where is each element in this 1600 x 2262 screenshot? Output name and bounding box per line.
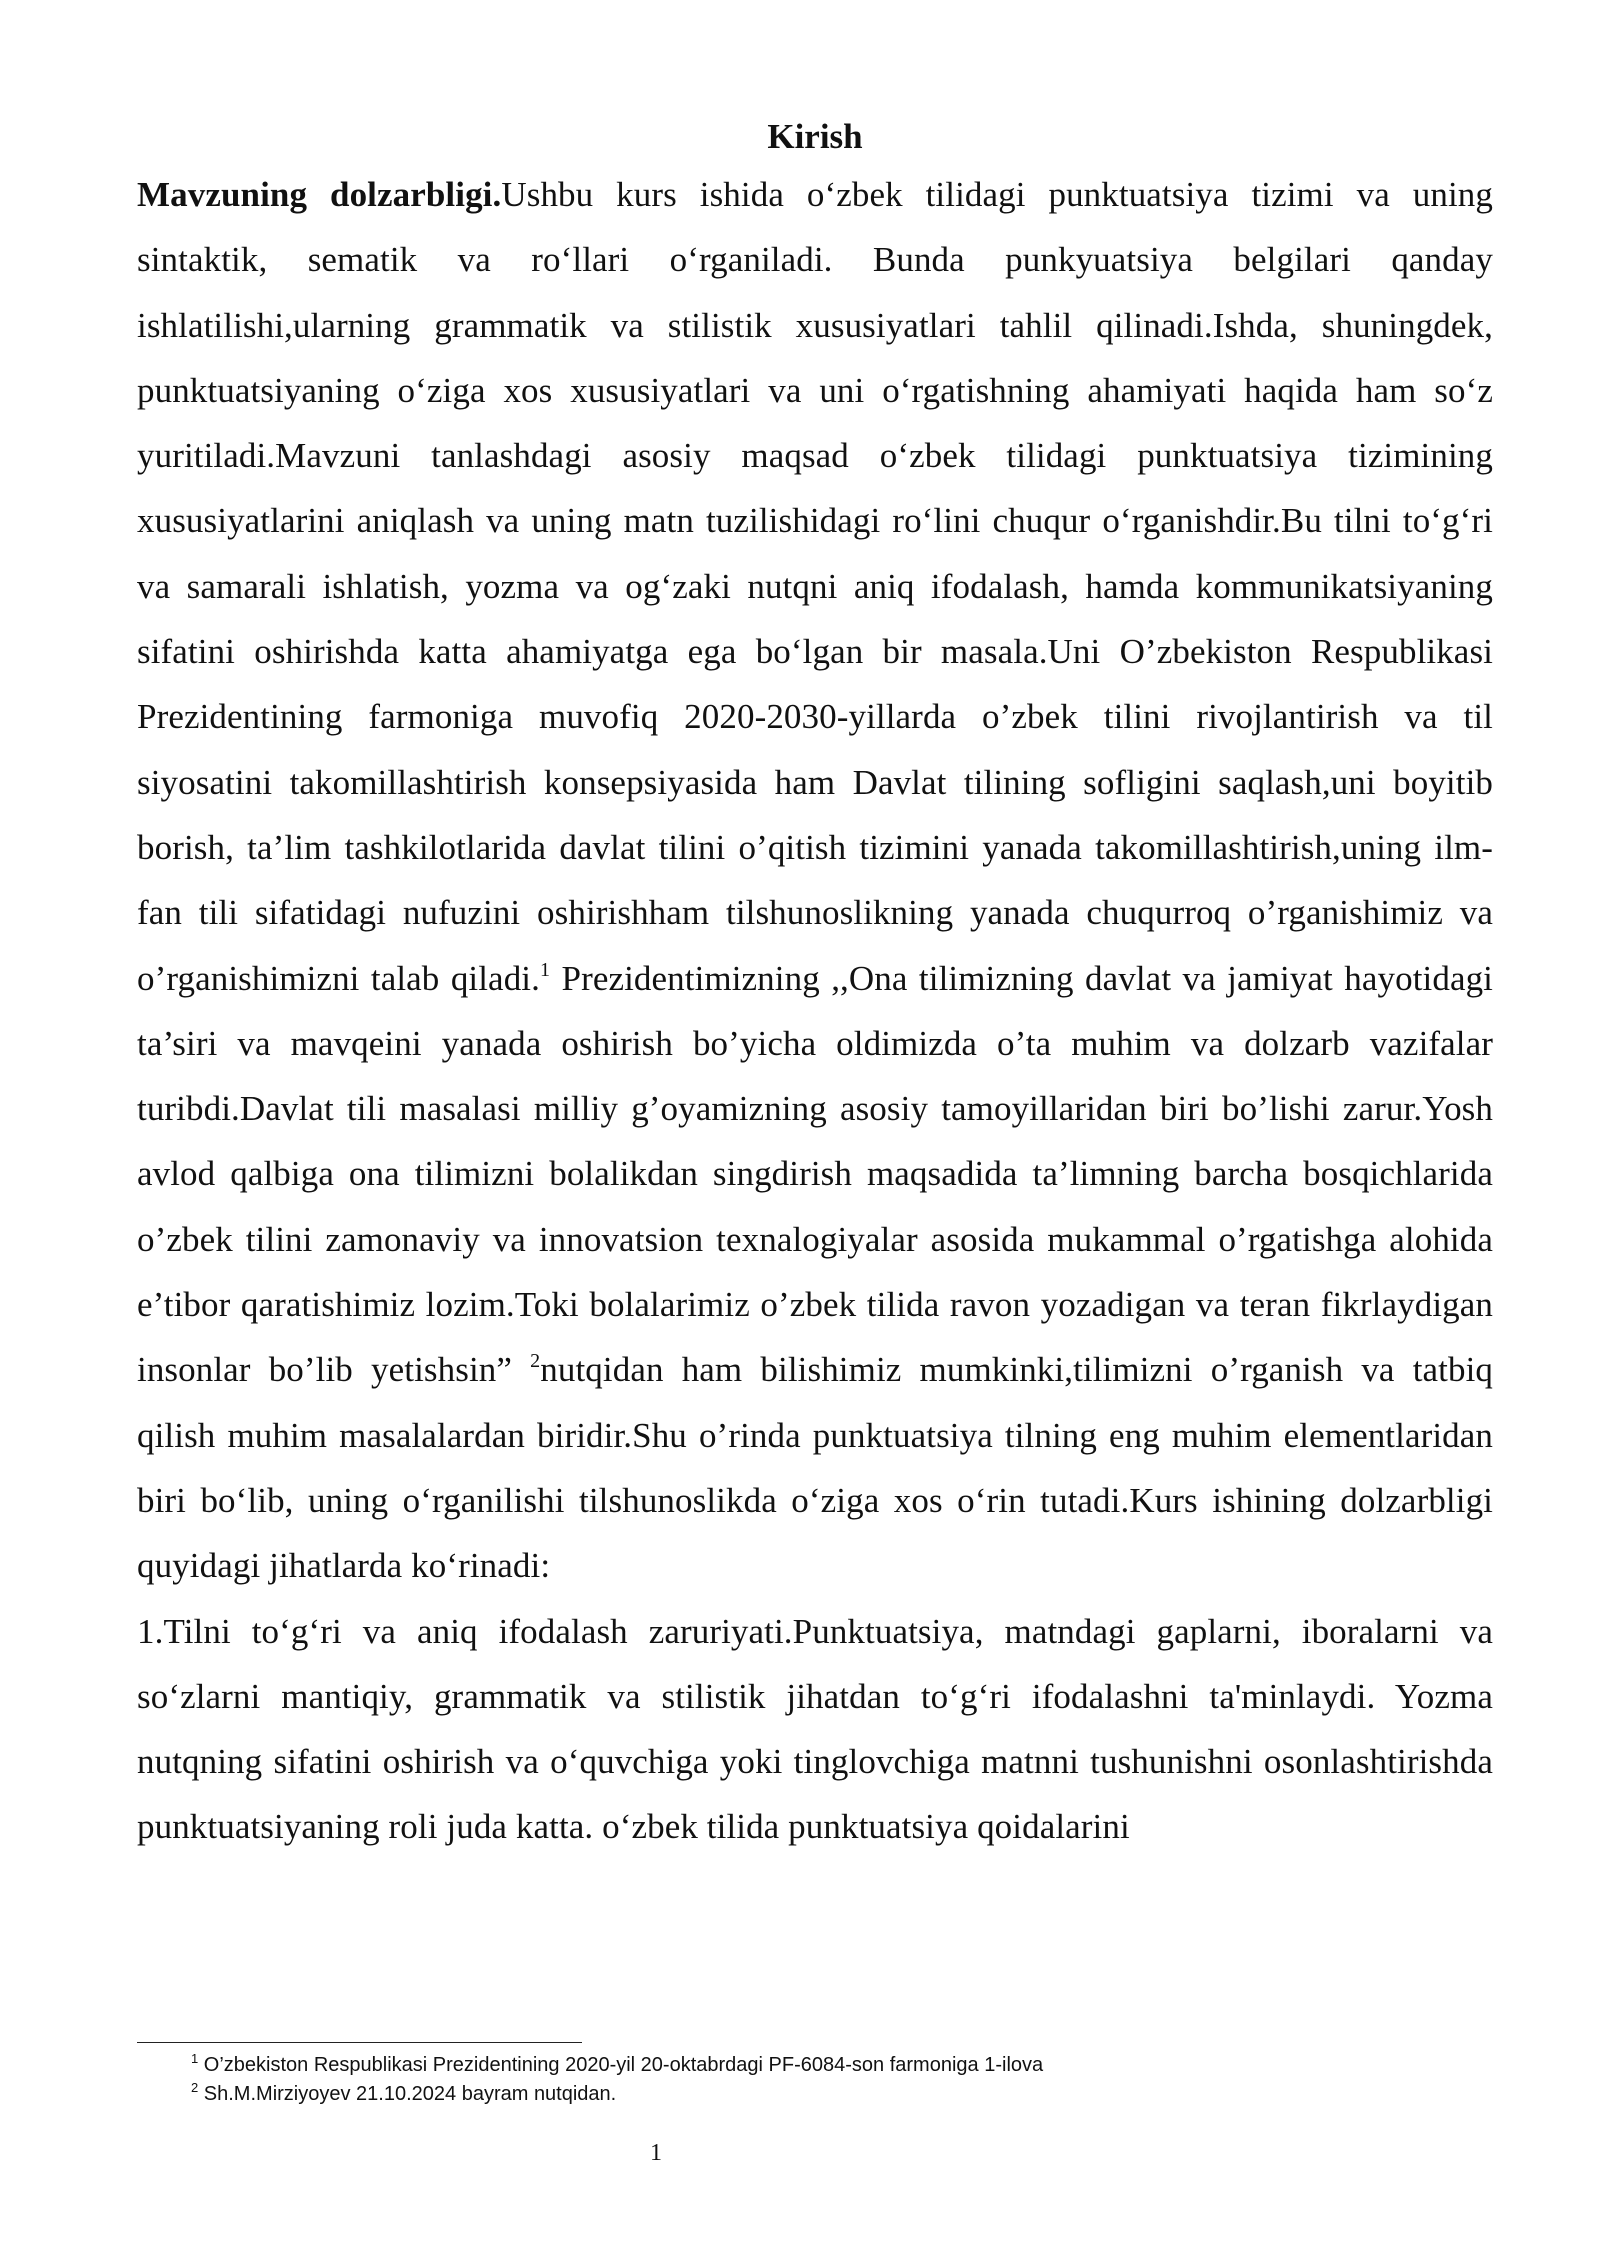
footnote-text: Sh.M.Mirziyoyev 21.10.2024 bayram nutqidan.: [198, 2083, 617, 2105]
section-lead-heading: Mavzuning dolzarbligi.: [137, 175, 502, 214]
footnote-1: [191, 2051, 1391, 2080]
footnote-reference-1[interactable]: 1: [539, 958, 551, 981]
page-number: 1: [650, 2140, 662, 2166]
page-title: Kirish: [767, 117, 863, 156]
footnote-separator: [137, 2042, 582, 2043]
footnotes-section: [191, 2051, 1391, 2109]
footnote-2: [191, 2080, 1391, 2109]
footnote-text: O’zbekiston Respublikasi Prezidentining 2020-yil 20-oktabrdagi PF-6084-son farmoniga 1-ilova: [198, 2054, 1044, 2076]
paragraph-text-segment: Ushbu kurs ishida o‘zbek tilidagi punktuatsiya tizimi va uning sintaktik, sematik va ro‘llari o‘rganiladi. Bunda punkyuatsiya belgilari qanday ishlatilishi,ularning grammatik va stilistik xususiyatlari tahlil qilinadi.Ishda, shuningdek, punktuatsiyaning o‘ziga xos xususiyatlari va uni o‘rgatishning ahamiyati haqida ham so‘z yuritiladi.Mavzuni tanlashdagi asosiy maqsad o‘zbek tilidagi punktuatsiya tizimining xususiyatlarini aniqlash va uning matn tuzilishidagi ro‘lini chuqur o‘rganishdir.Bu tilni to‘g‘ri va samarali ishlatish, yozma va og‘zaki nutqni aniq ifodalash, hamda kommunikatsiyaning sifatini oshirishda katta ahamiyatga ega bo‘lgan bir masala.Uni O’zbekiston Respublikasi Prezidentining farmoniga muvofiq 2020-2030-yillarda o’zbek tilini rivojlantirish va til siyosatini takomillashtirish konsepsiyasida ham Davlat tilining sofligini saqlash,uni boyitib borish, ta’lim tashkilotlarida davlat tilini o’qitish tizimini yanada takomillashtirish,uning ilm-fan tili sifatidagi nufuzini oshirishham tilshunoslikning yanada chuqurroq o’rganishimiz va o’rganishimizni talab qiladi.: [137, 175, 1493, 998]
paragraph-text-segment: nutqidan ham bilishimiz mumkinki,tilimizni o’rganish va tatbiq qilish muhim masalalardan biridir.Shu o’rinda punktuatsiya tilning eng muhim elementlaridan biri bo‘lib, uning o‘rganilishi tilshunoslikda o‘ziga xos o‘rin tutadi.Kurs ishining dolzarbligi quyidagi jihatlarda ko‘rinadi:: [137, 1350, 1494, 1586]
paragraph-relevance: [137, 162, 1493, 1599]
paragraph-item-1: 1.Tilni to‘g‘ri va aniq ifodalash zaruriyati.Punktuatsiya, matndagi gaplarni, iboralarni va so‘zlarni mantiqiy, grammatik va stilistik jihatdan to‘g‘ri ifodalashni ta'minlaydi. Yozma nutqning sifatini oshirish va o‘quvchiga yoki tinglovchiga matnni tushunishni osonlashtirishda punktuatsiyaning roli juda katta. o‘zbek tilida punktuatsiya qoidalarini: [137, 1611, 1493, 1847]
document-body: [137, 112, 1493, 1860]
paragraph-text-segment: Prezidentimizning ,,Ona tilimizning davlat va jamiyat hayotidagi ta’siri va mavqeini yanada oshirish bo’yicha oldimizda o’ta muhim va dolzarb vazifalar turibdi.Davlat tili masalasi milliy g’oyamizning asosiy tamoyillaridan biri bo’lishi zarur.Yosh avlod qalbiga ona tilimizni bolalikdan singdirish maqsadida ta’limning barcha bosqichlarida o’zbek tilini zamonaviy va innovatsion texnalogiyalar asosida mukammal o’rgatishga alohida e’tibor qaratishimiz lozim.Toki bolalarimiz o’zbek tilida ravon yozadigan va teran fikrlaydigan insonlar bo’lib yetishsin”: [137, 958, 1493, 1390]
footnote-marker: 1: [191, 2051, 199, 2066]
footnote-marker: 2: [191, 2080, 199, 2095]
footnote-reference-2[interactable]: 2: [530, 1350, 541, 1373]
